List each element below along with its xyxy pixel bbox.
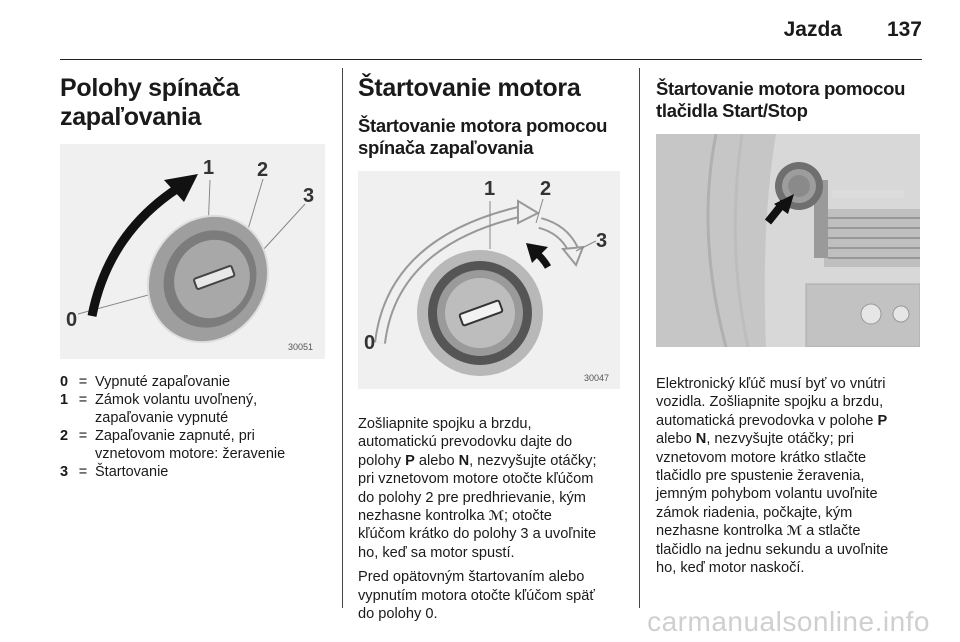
fig2-code: 30047 — [584, 373, 610, 383]
header-rule — [60, 59, 922, 60]
subheading-ignition-start: Štartovanie motora pomocou spínača zapaľovania — [358, 115, 608, 158]
column-start-stop — [656, 68, 922, 577]
glow-plug-icon: ℳ — [488, 508, 505, 524]
figure-ignition-start — [358, 171, 620, 389]
figure-ignition-switch — [60, 144, 325, 359]
column-divider — [639, 68, 640, 608]
column-engine-start — [358, 68, 628, 623]
legend-item: 2 = Zapaľovanie zapnuté, pri vznetovom motore: žeravenie — [60, 428, 286, 462]
paragraph-ignition-start: Zošliapnite spojku a brzdu, automatickú prevodovku dajte do polohy P alebo N, nezvyšujte otáčky; pri vznetovom motore otočte kľúčom do polohy 2 pre predhrievanie, kým nezhasne kontrolka ℳ; otočte kľúčom krátko do polohy 3 a uvoľnite ho, keď sa motor spustí. Pred opätovným štartovaním alebo vypnutím motora otočte kľúčom späť do polohy 0. — [358, 416, 597, 623]
fig1-code: 30051 — [288, 342, 314, 352]
heading-engine-start: Štartovanie motora — [358, 74, 581, 102]
fig1-label-2: 2 — [257, 159, 269, 181]
fig1-label-0: 0 — [66, 309, 78, 331]
column-divider — [342, 68, 343, 608]
watermark: carmanualsonline.info — [647, 606, 930, 637]
legend-item: 1 = Zámok volantu uvoľnený, zapaľovanie vypnuté — [60, 392, 258, 426]
legend-item: 0 = Vypnuté zapaľovanie — [60, 374, 231, 390]
fig1-label-1: 1 — [203, 157, 215, 179]
glow-plug-icon: ℳ — [786, 523, 803, 539]
page-number: 137 — [886, 18, 922, 41]
legend-list — [60, 373, 325, 481]
fig1-label-3: 3 — [303, 185, 315, 207]
figure-start-stop-button — [656, 134, 920, 347]
fig2-label-3: 3 — [596, 230, 608, 252]
legend-item: 3 = Štartovanie — [60, 464, 169, 480]
fig2-label-0: 0 — [364, 332, 376, 354]
section-title: Jazda — [783, 18, 842, 41]
heading-ignition-positions: Polohy spínača zapaľovania — [60, 74, 240, 131]
fig2-label-2: 2 — [540, 178, 552, 200]
paragraph-start-stop: Elektronický kľúč musí byť vo vnútri vozidla. Zošliapnite spojku a brzdu, automatická prevodovka v polohe P alebo N, nezvyšujte otáčky; pri vznetovom motore krátko stlačte tlačidlo pre spustenie žeravenia, jemným pohybom volantu uvoľnite zámok riadenia, počkajte, kým nezhasne kontrolka ℳ a stlačte tlačidlo na jednu sekundu a uvoľnite ho, keď motor naskočí. — [656, 376, 889, 577]
fig2-label-1: 1 — [484, 178, 496, 200]
column-ignition-positions — [60, 68, 325, 481]
page-header — [0, 0, 960, 60]
heading-start-stop: Štartovanie motora pomocou tlačidla Start/Stop — [656, 78, 906, 121]
